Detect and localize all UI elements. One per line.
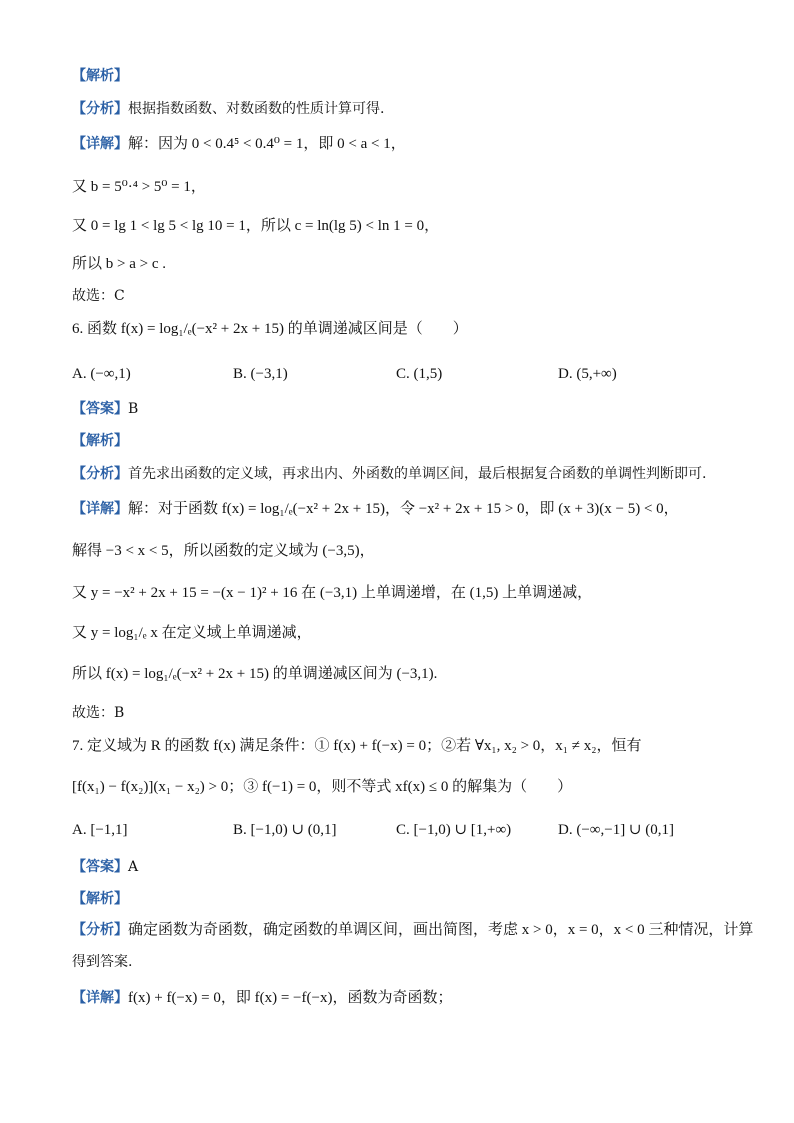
question-7-line-1: 7. 定义域为 R 的函数 f(x) 满足条件：① f(x) + f(−x) = 0；②若 ∀x₁, x₂ > 0，x₁ ≠ x₂，恒有 [72, 738, 642, 754]
solution-6-conclusion: 所以 f(x) = log₁/ₑ(−x² + 2x + 15) 的单调递减区间为 (−3,1). [72, 666, 438, 682]
fenxi-line-6: 【分析】首先求出函数的定义域，再求出内、外函数的单调区间，最后根据复合函数的单调性判断即可. [72, 466, 707, 482]
analysis-heading-1: 【解析】 [72, 68, 128, 84]
q6-option-a: A. (−∞,1) [72, 366, 131, 382]
answer-6: 【答案】B [72, 401, 139, 417]
analysis-heading-6: 【解析】 [72, 433, 128, 449]
q7-option-a: A. [−1,1] [72, 822, 128, 838]
q7-option-d: D. (−∞,−1] ∪ (0,1] [558, 822, 674, 838]
answer-choice-5: 故选：C [72, 288, 125, 304]
analysis-heading-7: 【解析】 [72, 891, 128, 907]
solution-conclusion: 所以 b > a > c . [72, 256, 166, 272]
question-6: 6. 函数 f(x) = log₁/ₑ(−x² + 2x + 15) 的单调递减区间是（ ） [72, 321, 468, 337]
q6-option-d: D. (5,+∞) [558, 366, 617, 382]
solution-line-b: 又 b = 5⁰·⁴ > 5⁰ = 1， [72, 179, 206, 195]
q7-option-b: B. [−1,0) ∪ (0,1] [233, 822, 337, 838]
solution-6-log: 又 y = log₁/ₑ x 在定义域上单调递减， [72, 625, 312, 641]
fenxi-line-1: 【分析】根据指数函数、对数函数的性质计算可得. [72, 101, 385, 117]
q7-option-c: C. [−1,0) ∪ [1,+∞) [396, 822, 512, 838]
xiangjie-line-6: 【详解】解：对于函数 f(x) = log₁/ₑ(−x² + 2x + 15)，令 −x² + 2x + 15 > 0，即 (x + 3)(x − 5) < 0， [72, 501, 679, 517]
answer-7: 【答案】A [72, 859, 139, 875]
solution-6-monotonic: 又 y = −x² + 2x + 15 = −(x − 1)² + 16 在 (−3,1) 上单调递增，在 (1,5) 上单调递减， [72, 585, 593, 601]
xiangjie-line-7: 【详解】f(x) + f(−x) = 0，即 f(x) = −f(−x)，函数为奇函数； [72, 990, 453, 1006]
xiangjie-line-1: 【详解】解：因为 0 < 0.4⁵ < 0.4⁰ = 1，即 0 < a < 1， [72, 136, 406, 152]
solution-6-domain: 解得 −3 < x < 5，所以函数的定义域为 (−3,5)， [72, 543, 375, 559]
fenxi-line-7-cont: 得到答案. [72, 954, 133, 970]
q6-option-b: B. (−3,1) [233, 366, 288, 382]
q6-option-c: C. (1,5) [396, 366, 443, 382]
fenxi-line-7: 【分析】确定函数为奇函数，确定函数的单调区间，画出简图，考虑 x > 0，x = 0，x < 0 三种情况，计算 [72, 922, 754, 938]
solution-line-c: 又 0 = lg 1 < lg 5 < lg 10 = 1，所以 c = ln(lg 5) < ln 1 = 0， [72, 218, 440, 234]
answer-choice-6: 故选：B [72, 705, 125, 721]
question-7-line-2: [f(x₁) − f(x₂)](x₁ − x₂) > 0；③ f(−1) = 0，则不等式 xf(x) ≤ 0 的解集为（ ） [72, 779, 573, 795]
